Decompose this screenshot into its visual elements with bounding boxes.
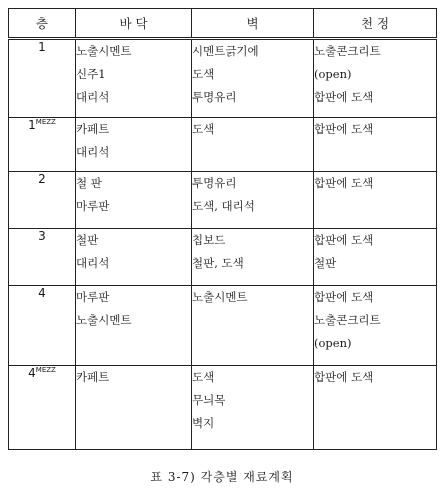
ceiling-cell <box>314 229 437 286</box>
wall-cell <box>192 366 314 450</box>
table-caption: 표 3-7) 각층별 재료계획 <box>150 470 294 484</box>
floor-material-item: 마루판 <box>76 290 110 304</box>
ceiling-cell <box>314 366 437 450</box>
wall-item: 도색 <box>192 67 215 81</box>
floor-material-item: 대리석 <box>76 145 110 159</box>
floor-number: 3 <box>38 229 46 243</box>
ceiling-item: 철판 <box>314 256 337 270</box>
floor-number-cell <box>9 118 76 172</box>
floor-material-cell <box>76 172 192 229</box>
header-floor: 층 <box>9 9 76 39</box>
wall-item: 도색, 대리석 <box>192 199 255 213</box>
wall-cell <box>192 172 314 229</box>
floor-material-cell <box>76 229 192 286</box>
ceiling-item: 합판에 도색 <box>314 290 374 304</box>
floor-material-item: 대리석 <box>76 256 110 270</box>
floor-number-cell <box>9 229 76 286</box>
floor-number: 1 <box>28 118 36 132</box>
wall-cell <box>192 286 314 366</box>
header-floor-material: 바 닥 <box>76 9 192 39</box>
floor-mezzanine-mark: MEZZ <box>35 366 56 374</box>
ceiling-cell <box>314 118 437 172</box>
floor-material-item: 노출시멘트 <box>76 313 132 327</box>
table-row <box>9 229 437 286</box>
floor-material-cell <box>76 286 192 366</box>
ceiling-item: 합판에 도색 <box>314 176 374 190</box>
ceiling-item: (open) <box>314 67 352 81</box>
ceiling-cell <box>314 39 437 118</box>
wall-item: 무늬목 <box>192 393 226 407</box>
floor-mezzanine-mark: MEZZ <box>35 118 56 126</box>
table-row <box>9 366 437 450</box>
ceiling-item: 합판에 도색 <box>314 233 374 247</box>
table-row <box>9 286 437 366</box>
material-plan-table <box>8 8 437 450</box>
wall-cell <box>192 118 314 172</box>
floor-material-item: 철판 <box>76 233 99 247</box>
wall-item: 노출시멘트 <box>192 290 248 304</box>
floor-material-item: 노출시멘트 <box>76 44 132 58</box>
floor-material-item: 마루판 <box>76 199 110 213</box>
floor-number-cell <box>9 39 76 118</box>
floor-number: 2 <box>38 172 46 186</box>
table-row <box>9 118 437 172</box>
table-header-row <box>9 9 437 39</box>
floor-material-cell <box>76 118 192 172</box>
wall-item: 투명유리 <box>192 176 237 190</box>
floor-number: 4 <box>38 286 46 300</box>
table-row <box>9 39 437 118</box>
wall-item: 도색 <box>192 122 215 136</box>
wall-item: 벽지 <box>192 416 215 430</box>
wall-cell <box>192 229 314 286</box>
floor-material-cell <box>76 39 192 118</box>
floor-material-item: 카페트 <box>76 122 110 136</box>
ceiling-item: 합판에 도색 <box>314 90 374 104</box>
ceiling-item: 노출콘크리트 <box>314 44 381 58</box>
floor-number: 4 <box>28 366 36 380</box>
floor-number-cell <box>9 172 76 229</box>
ceiling-item: (open) <box>314 336 352 350</box>
wall-item: 철판, 도색 <box>192 256 244 270</box>
table-row <box>9 172 437 229</box>
floor-number: 1 <box>38 40 46 54</box>
floor-number-cell <box>9 286 76 366</box>
floor-number-cell <box>9 366 76 450</box>
wall-cell <box>192 39 314 118</box>
floor-material-item: 대리석 <box>76 90 110 104</box>
header-wall: 벽 <box>192 9 314 39</box>
wall-item: 투명유리 <box>192 90 237 104</box>
ceiling-item: 합판에 도색 <box>314 370 374 384</box>
ceiling-cell <box>314 172 437 229</box>
wall-item: 칩보드 <box>192 233 226 247</box>
ceiling-cell <box>314 286 437 366</box>
wall-item: 도색 <box>192 370 215 384</box>
table-body <box>9 39 437 450</box>
floor-material-item: 신주1 <box>76 67 106 81</box>
ceiling-item: 합판에 도색 <box>314 122 374 136</box>
ceiling-item: 노출콘크리트 <box>314 313 381 327</box>
floor-material-item: 철 판 <box>76 176 102 190</box>
floor-material-cell <box>76 366 192 450</box>
floor-material-item: 카페트 <box>76 370 110 384</box>
header-ceiling: 천 정 <box>314 9 437 39</box>
wall-item: 시멘트긁기에 <box>192 44 259 58</box>
